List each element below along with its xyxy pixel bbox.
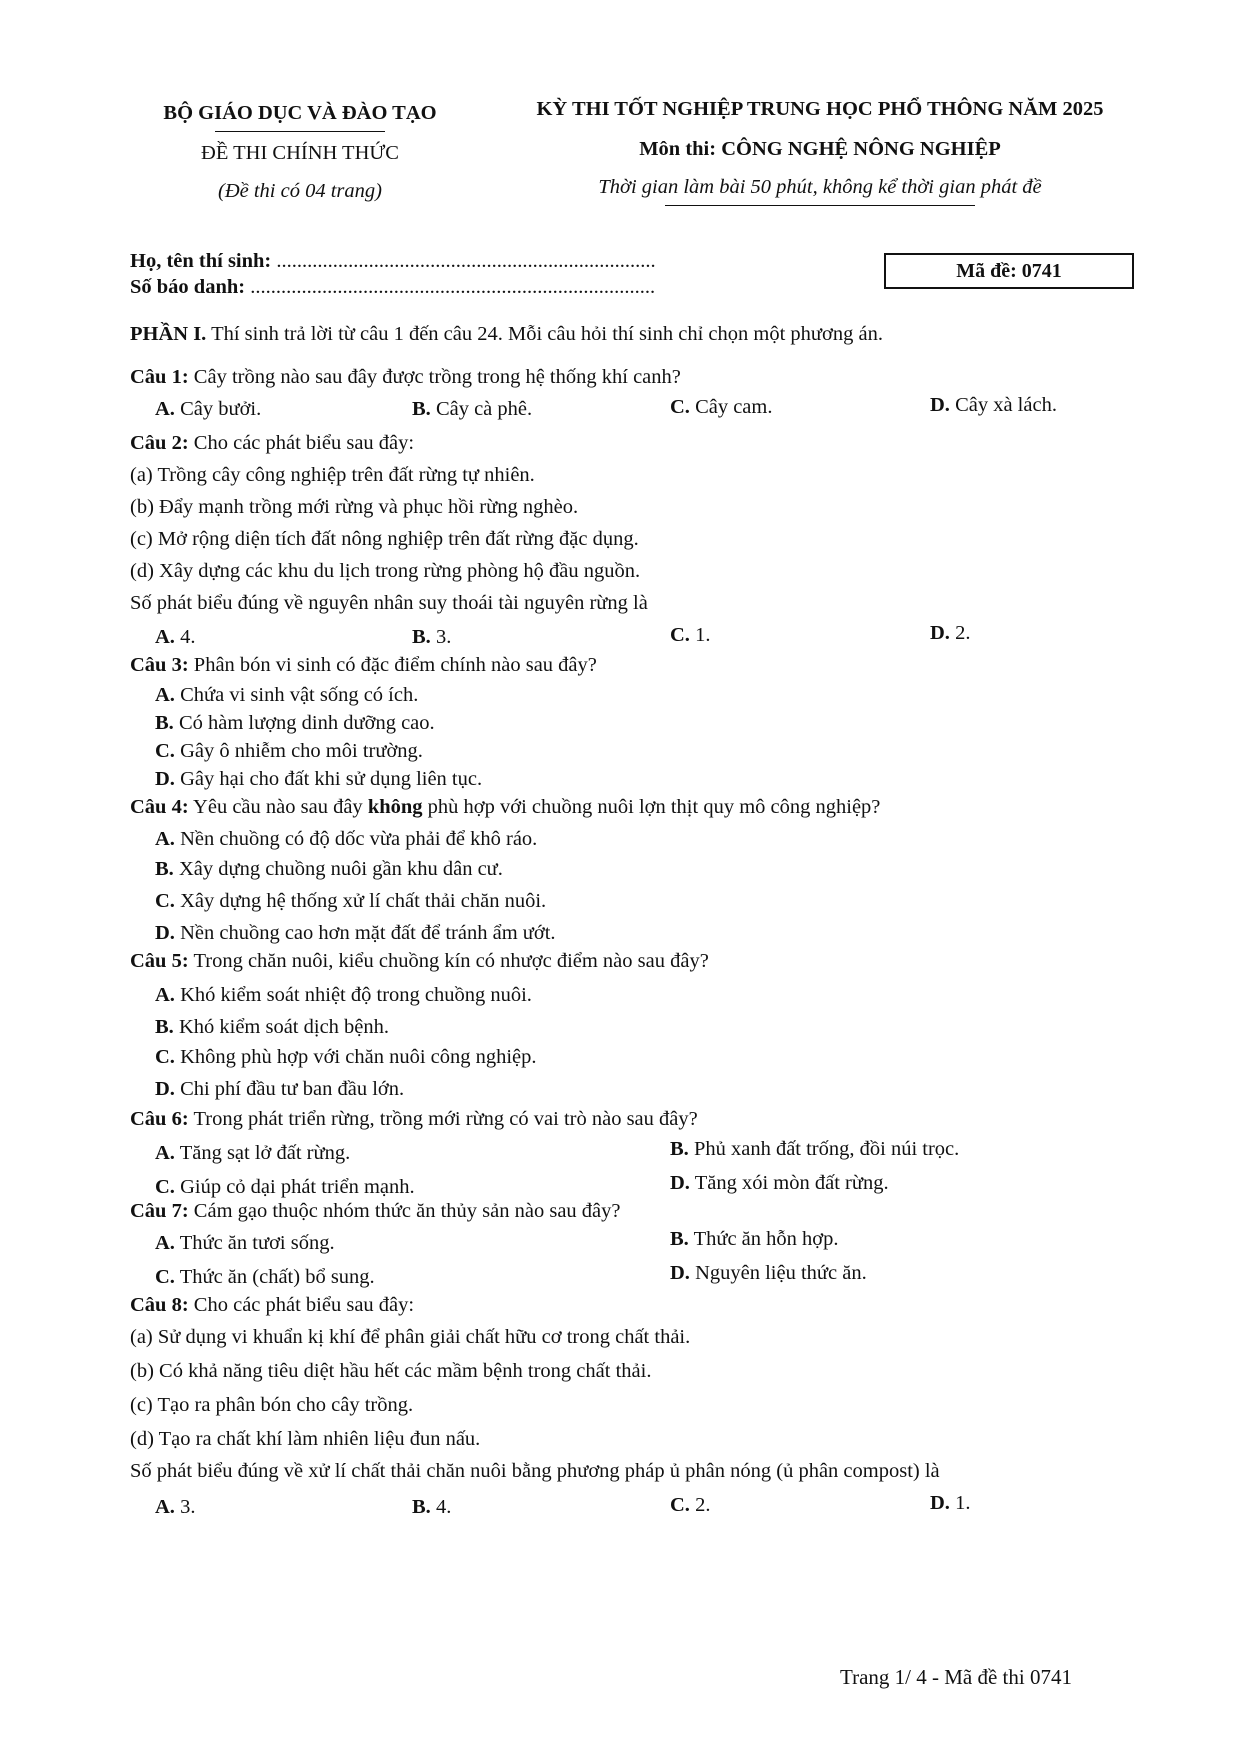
question-7 [130,1200,621,1223]
option-letter: D. [155,922,175,944]
ministry-underline [215,131,385,132]
q5-option-a[interactable] [155,984,532,1007]
question-text: Trong chăn nuôi, kiểu chuồng kín có nhược điểm nào sau đây? [193,950,709,972]
q2-option-b[interactable] [412,626,451,649]
option-letter: C. [670,1494,690,1516]
question-text-emphasis: không [367,796,423,818]
option-text: Thức ăn tươi sống. [179,1232,335,1254]
q5-option-b[interactable] [155,1016,389,1039]
q8-option-d[interactable] [930,1492,970,1515]
q7-option-d[interactable] [670,1262,867,1285]
option-text: Tăng xói mòn đất rừng. [694,1172,889,1194]
option-letter: C. [155,890,175,912]
q2-stem: Số phát biểu đúng về nguyên nhân suy thoái tài nguyên rừng là [130,592,648,614]
question-1 [130,366,681,389]
candidate-name-line [130,250,656,273]
question-label: Câu 4: [130,796,189,818]
option-letter: D. [930,1492,950,1514]
option-letter: B. [412,1496,431,1518]
exam-code-value: 0741 [1021,260,1062,282]
question-text: Cho các phát biểu sau đây: [193,432,415,454]
q2-statement-c: (c) Mở rộng diện tích đất nông nghiệp trên đất rừng đặc dụng. [130,528,639,550]
q8-statement-c: (c) Tạo ra phân bón cho cây trồng. [130,1394,414,1416]
question-label: Câu 3: [130,654,189,676]
q2-option-a[interactable] [155,626,195,649]
part1-instruction: Thí sinh trả lời từ câu 1 đến câu 24. Mỗi câu hỏi thí sinh chỉ chọn một phương án. [211,323,883,345]
option-text: Chi phí đầu tư ban đầu lớn. [180,1078,405,1100]
question-label: Câu 5: [130,950,189,972]
q8-statement-a: (a) Sử dụng vi khuẩn kị khí để phân giải chất hữu cơ trong chất thải. [130,1326,691,1348]
option-text: Gây hại cho đất khi sử dụng liên tục. [180,768,483,790]
subject-line [490,138,1150,161]
option-text: Cây cà phê. [435,398,533,420]
q6-option-d[interactable] [670,1172,889,1195]
q6-option-a[interactable] [155,1142,350,1165]
q2-statement-d: (d) Xây dựng các khu du lịch trong rừng phòng hộ đầu nguồn. [130,560,641,582]
candidate-id-line [130,276,655,299]
subject-underline [665,205,975,206]
question-4 [130,796,880,819]
option-text: Không phù hợp với chăn nuôi công nghiệp. [180,1046,537,1068]
option-letter: B. [670,1138,689,1160]
exam-code-label: Mã đề: [956,260,1017,282]
option-text: Gây ô nhiễm cho môi trường. [180,740,423,762]
option-letter: B. [412,398,431,420]
part1-line [130,323,883,346]
q8-stem: Số phát biểu đúng về xử lí chất thải chăn nuôi bằng phương pháp ủ phân nóng (ủ phân compost) là [130,1460,940,1482]
q2-option-c[interactable] [670,624,710,647]
q6-option-c[interactable] [155,1176,415,1199]
option-letter: A. [155,398,175,420]
q4-option-d[interactable] [155,922,556,945]
option-letter: B. [155,1016,174,1038]
q8-option-a[interactable] [155,1496,195,1519]
option-text: Giúp cỏ dại phát triển mạnh. [180,1176,415,1198]
question-text: Cây trồng nào sau đây được trồng trong hệ thống khí canh? [193,366,681,388]
question-label: Câu 2: [130,432,189,454]
option-text: 1. [695,624,711,646]
option-letter: B. [670,1228,689,1250]
subject-name: CÔNG NGHỆ NÔNG NGHIỆP [721,138,1001,160]
q3-option-b[interactable] [155,712,435,735]
option-letter: C. [155,1046,175,1068]
option-letter: A. [155,1142,175,1164]
page-footer: Trang 1/ 4 - Mã đề thi 0741 [840,1665,1072,1689]
option-text: Tăng sạt lở đất rừng. [179,1142,351,1164]
option-text: Có hàm lượng dinh dưỡng cao. [178,712,435,734]
option-text: Nền chuồng cao hơn mặt đất để tránh ẩm ướt. [180,922,556,944]
q7-option-a[interactable] [155,1232,335,1255]
option-text: Thức ăn hỗn hợp. [693,1228,839,1250]
option-letter: A. [155,1496,175,1518]
candidate-id-label: Số báo danh: [130,276,246,298]
question-6 [130,1108,698,1131]
q2-statement-a: (a) Trồng cây công nghiệp trên đất rừng tự nhiên. [130,464,535,486]
q3-option-c[interactable] [155,740,423,763]
q7-option-c[interactable] [155,1266,375,1289]
question-text: Phân bón vi sinh có đặc điểm chính nào sau đây? [193,654,597,676]
option-text: Nền chuồng có độ dốc vừa phải để khô ráo. [180,828,538,850]
option-letter: A. [155,684,175,706]
option-letter: C. [670,624,690,646]
option-text: 3. [435,626,452,648]
option-text: Cây xà lách. [955,394,1057,416]
q3-option-d[interactable] [155,768,482,791]
option-text: Cây cam. [695,396,773,418]
q1-option-c[interactable] [670,396,772,419]
official-exam-label: ĐỀ THI CHÍNH THỨC [201,142,399,164]
question-label: Câu 6: [130,1108,189,1130]
q5-option-c[interactable] [155,1046,537,1069]
q3-option-a[interactable] [155,684,418,707]
option-text: Xây dựng chuồng nuôi gần khu dân cư. [178,858,503,880]
question-5 [130,950,709,973]
question-8 [130,1294,414,1317]
q2-option-d[interactable] [930,622,970,645]
q4-option-b[interactable] [155,858,503,881]
option-letter: D. [930,622,950,644]
option-letter: D. [670,1172,690,1194]
time-note: Thời gian làm bài 50 phút, không kể thời gian phát đề [598,176,1042,198]
q6-option-b[interactable] [670,1138,959,1161]
option-text: 2. [955,622,971,644]
part1-title: PHẦN I. [130,323,207,345]
option-text: 3. [180,1496,196,1518]
option-letter: A. [155,984,175,1006]
q1-option-b[interactable] [412,398,532,421]
question-text-pre: Yêu cầu nào sau đây [193,796,363,818]
option-letter: A. [155,1232,175,1254]
q4-option-c[interactable] [155,890,546,913]
exam-code-box [884,253,1134,289]
question-label: Câu 1: [130,366,189,388]
question-text: Cám gạo thuộc nhóm thức ăn thủy sản nào sau đây? [193,1200,621,1222]
q7-option-b[interactable] [670,1228,839,1251]
option-text: 1. [955,1492,971,1514]
q8-statement-b: (b) Có khả năng tiêu diệt hầu hết các mầm bệnh trong chất thải. [130,1360,652,1382]
exam-title: KỲ THI TỐT NGHIỆP TRUNG HỌC PHỔ THÔNG NĂM 2025 [536,98,1104,120]
option-letter: A. [155,626,175,648]
question-3 [130,654,597,677]
option-letter: B. [412,626,431,648]
candidate-name-dots: .......................................................................... [276,250,656,272]
option-letter: D. [670,1262,690,1284]
q4-option-a[interactable] [155,828,537,851]
q8-option-b[interactable] [412,1496,451,1519]
pages-note: (Đề thi có 04 trang) [218,180,382,202]
option-text: 4. [435,1496,452,1518]
q8-option-c[interactable] [670,1494,710,1517]
question-text-post: phù hợp với chuồng nuôi lợn thịt quy mô công nghiệp? [427,796,881,818]
option-letter: C. [155,740,175,762]
option-text: 4. [180,626,196,648]
option-text: Xây dựng hệ thống xử lí chất thải chăn nuôi. [180,890,547,912]
question-text: Cho các phát biểu sau đây: [193,1294,415,1316]
question-label: Câu 8: [130,1294,189,1316]
q1-option-d[interactable] [930,394,1057,417]
option-text: Phủ xanh đất trống, đồi núi trọc. [693,1138,960,1160]
candidate-name-label: Họ, tên thí sinh: [130,250,272,272]
option-text: Thức ăn (chất) bổ sung. [179,1266,375,1288]
q1-option-a[interactable] [155,398,261,421]
q2-statement-b: (b) Đẩy mạnh trồng mới rừng và phục hồi rừng nghèo. [130,496,579,518]
option-letter: D. [155,768,175,790]
question-label: Câu 7: [130,1200,189,1222]
option-letter: C. [155,1266,175,1288]
q8-statement-d: (d) Tạo ra chất khí làm nhiên liệu đun nấu. [130,1428,481,1450]
option-text: Khó kiểm soát nhiệt độ trong chuồng nuôi. [180,984,532,1006]
option-letter: B. [155,712,174,734]
subject-label: Môn thi: [639,138,717,160]
option-text: Khó kiểm soát dịch bệnh. [178,1016,390,1038]
option-letter: D. [155,1078,175,1100]
option-letter: A. [155,828,175,850]
question-text: Trong phát triển rừng, trồng mới rừng có vai trò nào sau đây? [193,1108,698,1130]
ministry-name: BỘ GIÁO DỤC VÀ ĐÀO TẠO [163,102,437,124]
option-text: Nguyên liệu thức ăn. [695,1262,867,1284]
option-letter: B. [155,858,174,880]
candidate-id-dots: ............................................................................... [250,276,656,298]
option-text: Cây bưởi. [180,398,262,420]
option-letter: C. [670,396,690,418]
question-2 [130,432,414,455]
option-letter: C. [155,1176,175,1198]
q5-option-d[interactable] [155,1078,404,1101]
option-text: 2. [695,1494,711,1516]
option-text: Chứa vi sinh vật sống có ích. [180,684,419,706]
option-letter: D. [930,394,950,416]
